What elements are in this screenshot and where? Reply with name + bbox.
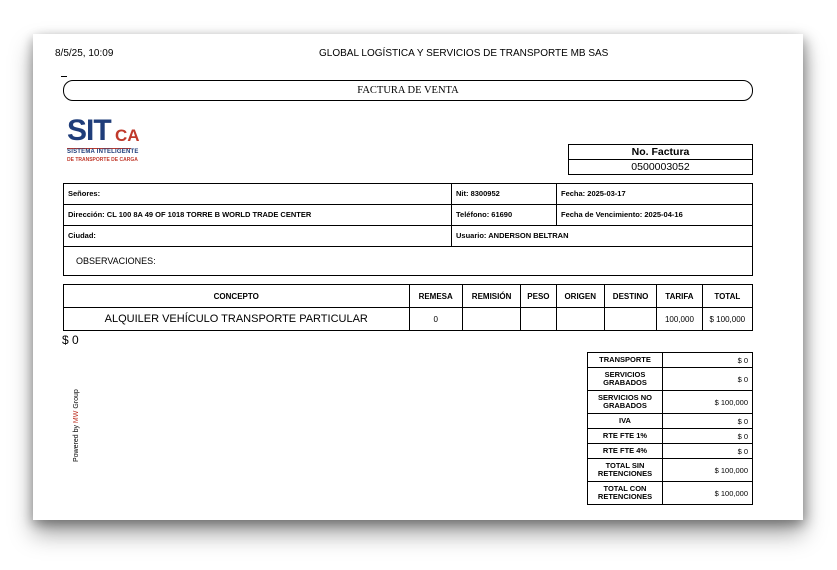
senores-cell <box>64 184 452 204</box>
usuario-cell <box>452 226 752 246</box>
invoice-number-label: No. Factura <box>569 145 752 160</box>
logo-main-text: SIT <box>67 114 111 147</box>
fecha-value: 2025-03-17 <box>587 189 626 198</box>
invoice-page <box>33 34 803 520</box>
totals-value: $ 0 <box>663 444 753 459</box>
nit-label: Nit: <box>456 189 469 198</box>
totals-value: $ 0 <box>663 429 753 444</box>
table-row <box>64 308 753 331</box>
col-remesa: REMESA <box>409 285 462 308</box>
logo-subtitle-1: SISTEMA INTELIGENTE <box>67 149 139 155</box>
totals-row <box>588 414 753 429</box>
cell-remision <box>462 308 520 331</box>
cell-remesa: 0 <box>409 308 462 331</box>
fecha-label: Fecha: <box>561 189 586 198</box>
powered-by <box>73 389 80 462</box>
ciudad-cell <box>64 226 452 246</box>
observaciones-row <box>64 247 752 275</box>
totals-label: TOTAL SIN RETENCIONES <box>588 459 663 482</box>
powered-suffix: Group <box>73 389 80 411</box>
totals-label: TOTAL CON RETENCIONES <box>588 482 663 505</box>
totals-row <box>588 429 753 444</box>
cell-destino <box>604 308 656 331</box>
fecha-cell <box>557 184 752 204</box>
totals-label: RTE FTE 1% <box>588 429 663 444</box>
direccion-label: Dirección: <box>68 210 105 219</box>
invoice-number-box <box>568 144 753 175</box>
logo-accent-text: CA <box>115 126 140 145</box>
invoice-number: 0500003052 <box>631 161 690 173</box>
totals-label: RTE FTE 4% <box>588 444 663 459</box>
cell-origen <box>556 308 604 331</box>
nit-value: 8300952 <box>470 189 500 198</box>
col-tarifa: TARIFA <box>657 285 702 308</box>
observaciones-label: OBSERVACIONES: <box>76 256 156 266</box>
totals-value: $ 0 <box>663 414 753 429</box>
powered-brand: MW <box>73 410 80 424</box>
ciudad-label: Ciudad: <box>68 231 96 240</box>
totals-row <box>588 391 753 414</box>
company-name: GLOBAL LOGÍSTICA Y SERVICIOS DE TRANSPORTE MB SAS <box>319 48 609 59</box>
totals-table <box>587 352 753 505</box>
customer-info <box>63 183 753 276</box>
powered-prefix: Powered by <box>73 423 80 462</box>
info-row-3 <box>64 226 752 247</box>
info-row-1 <box>64 184 752 205</box>
vencimiento-label: Fecha de Vencimiento: <box>561 210 643 219</box>
totals-row <box>588 459 753 482</box>
cell-total: $ 100,000 <box>702 308 752 331</box>
vencimiento-cell <box>557 205 752 225</box>
direccion-value: CL 100 8A 49 OF 1018 TORRE B WORLD TRADE CENTER <box>106 210 312 219</box>
totals-row <box>588 353 753 368</box>
direccion-cell <box>64 205 452 225</box>
senores-label: Señores: <box>68 189 101 198</box>
vencimiento-value: 2025-04-16 <box>644 210 683 219</box>
cell-concepto: ALQUILER VEHÍCULO TRANSPORTE PARTICULAR <box>64 308 410 331</box>
totals-value: $ 100,000 <box>663 482 753 505</box>
info-row-2 <box>64 205 752 226</box>
totals-value: $ 100,000 <box>663 391 753 414</box>
cell-peso <box>521 308 556 331</box>
totals-row <box>588 482 753 505</box>
items-header-row <box>64 285 753 308</box>
telefono-value: 61690 <box>491 210 513 219</box>
logo-subtitle-2: DE TRANSPORTE DE CARGA <box>67 157 138 163</box>
totals-label: TRANSPORTE <box>588 353 663 368</box>
nit-cell <box>452 184 557 204</box>
items-table <box>63 284 753 331</box>
cell-tarifa: 100,000 <box>657 308 702 331</box>
totals-row <box>588 368 753 391</box>
divider <box>61 76 67 77</box>
col-total: TOTAL <box>702 285 752 308</box>
totals-value: $ 0 <box>663 353 753 368</box>
col-peso: PESO <box>521 285 556 308</box>
totals-label: IVA <box>588 414 663 429</box>
totals-row <box>588 444 753 459</box>
col-destino: DESTINO <box>604 285 656 308</box>
totals-value: $ 100,000 <box>663 459 753 482</box>
usuario-label: Usuario: <box>456 231 487 240</box>
totals-label: SERVICIOS GRABADOS <box>588 368 663 391</box>
col-origen: ORIGEN <box>556 285 604 308</box>
telefono-cell <box>452 205 557 225</box>
totals-value: $ 0 <box>663 368 753 391</box>
document-title: FACTURA DE VENTA <box>63 80 753 101</box>
telefono-label: Teléfono: <box>456 210 490 219</box>
sitca-logo <box>67 114 177 168</box>
col-concepto: CONCEPTO <box>64 285 410 308</box>
subtotal-text: $ 0 <box>62 333 79 347</box>
col-remision: REMISIÓN <box>462 285 520 308</box>
print-datetime: 8/5/25, 10:09 <box>55 48 114 59</box>
totals-label: SERVICIOS NO GRABADOS <box>588 391 663 414</box>
usuario-value: ANDERSON BELTRAN <box>488 231 569 240</box>
